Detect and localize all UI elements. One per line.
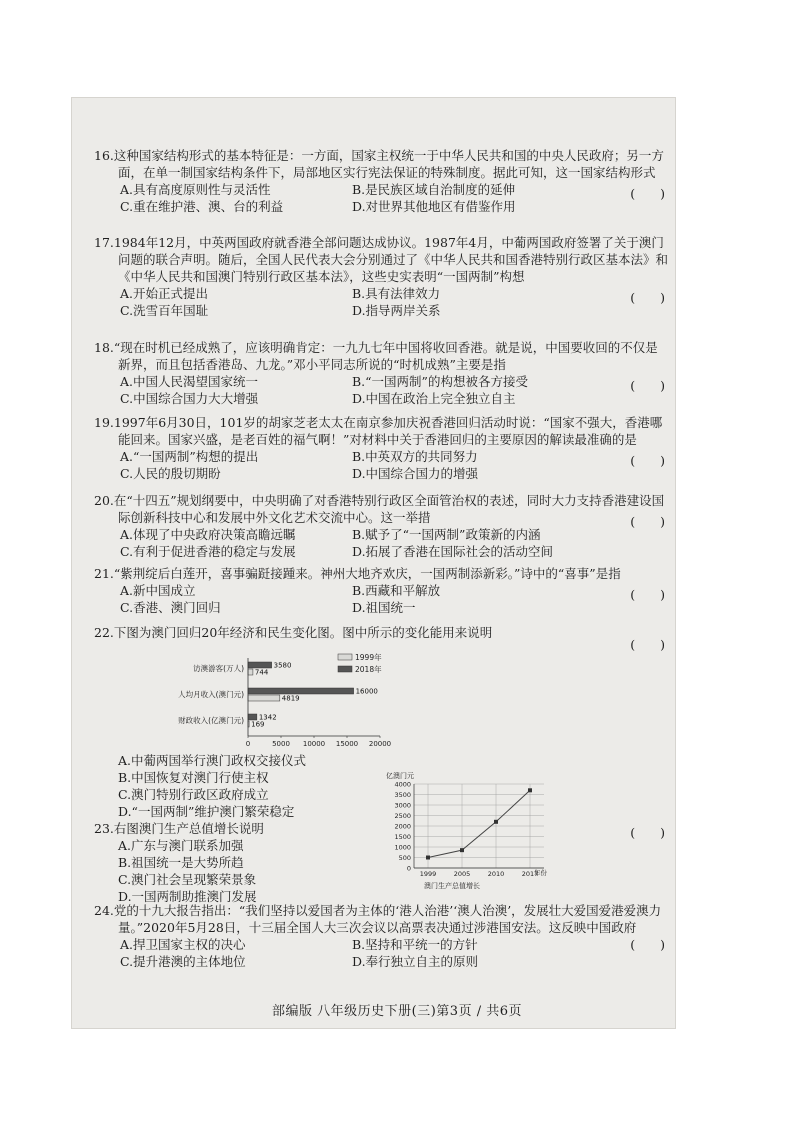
answer-bracket: ( ) — [630, 378, 665, 393]
question-21 — [94, 565, 669, 616]
x-tick-label: 20000 — [368, 740, 392, 748]
data-point — [494, 820, 498, 824]
y-tick-label: 4000 — [394, 780, 411, 789]
option-b: B.“一国两制”的构想被各方接受 — [352, 374, 528, 389]
answer-bracket: ( ) — [630, 453, 665, 468]
answer-bracket: ( ) — [630, 514, 665, 529]
answer-bracket: ( ) — [630, 825, 665, 840]
option-d: D.拓展了香港在国际社会的活动空间 — [352, 544, 554, 559]
category-label: 访澳游客(万人) — [193, 664, 244, 673]
category-label: 财政收入(亿澳门元) — [178, 716, 244, 725]
data-label: 16000 — [355, 687, 378, 696]
option-b: B.中国恢复对澳门行使主权 — [118, 770, 269, 785]
option-c: C.提升港澳的主体地位 — [120, 954, 246, 969]
question-stem: 22.下图为澳门回归20年经济和民生变化图。图中所示的变化能用来说明 — [94, 625, 493, 640]
option-a: A.体现了中央政府决策高瞻远瞩 — [120, 527, 296, 542]
y-tick-label: 2000 — [394, 822, 411, 831]
x-axis-title: 澳门生产总值增长 — [424, 882, 480, 890]
data-label: 1342 — [258, 713, 277, 722]
options — [94, 526, 669, 560]
option-a: A.中国人民渴望国家统一 — [120, 374, 259, 389]
page-footer: 部编版 八年级历史下册(三)第3页 / 共6页 — [272, 1004, 522, 1019]
category-label: 人均月收入(澳门元) — [178, 690, 244, 699]
y-tick-label: 1000 — [394, 843, 411, 852]
option-b: B.西藏和平解放 — [352, 583, 441, 598]
question-stem: 16.这种国家结构形式的基本特征是：一方面，国家主权统一于中华人民共和国的中央人民政府；另一方面，在单一制国家结构条件下，局部地区实行宪法保证的特殊制度。据此可知，这一国家结构形式 — [94, 148, 664, 180]
y-tick-label: 3000 — [394, 801, 411, 810]
bar — [248, 669, 253, 675]
option-a: A.“一国两制”构想的提出 — [120, 449, 259, 464]
y-tick-label: 500 — [398, 854, 411, 862]
option-c: C.澳门特别行政区政府成立 — [118, 787, 269, 802]
x-tick-label: 10000 — [302, 740, 326, 748]
option-c: C.有利于促进香港的稳定与发展 — [120, 544, 296, 559]
answer-bracket: ( ) — [630, 937, 665, 952]
option-d: D.中国在政治上完全独立自主 — [352, 391, 516, 406]
options — [94, 936, 669, 970]
gdp-series-line — [428, 790, 530, 857]
bar — [248, 695, 280, 701]
legend-swatch — [338, 654, 352, 660]
y-tick-label: 3500 — [394, 791, 411, 799]
option-a: A.中葡两国举行澳门政权交接仪式 — [118, 753, 307, 768]
data-label: 744 — [254, 668, 269, 677]
bar — [248, 688, 354, 694]
option-a: A.具有高度原则性与灵活性 — [120, 182, 271, 197]
macau-gdp-line-chart — [384, 770, 554, 892]
options — [94, 181, 669, 215]
question-16 — [94, 147, 669, 215]
answer-bracket: ( ) — [630, 290, 665, 305]
option-c: C.澳门社会呈现繁荣景象 — [118, 872, 257, 887]
macau-change-bar-chart — [140, 648, 400, 748]
option-c: C.洗雪百年国耻 — [120, 303, 209, 318]
y-tick-label: 1500 — [394, 833, 411, 841]
data-label: 3580 — [273, 661, 292, 670]
question-stem: 17.1984年12月，中英两国政府就香港全部问题达成协议。1987年4月，中葡两国政府签署了关于澳门问题的联合声明。随后，全国人民代表大会分别通过了《中华人民共和国香港特别行政区基本法》和《中华人民共和国澳门特别行政区基本法》，这些史实表明“一国两制”构想 — [94, 235, 669, 284]
option-d: D.祖国统一 — [352, 600, 416, 615]
option-c: C.人民的殷切期盼 — [120, 466, 221, 481]
option-d: D.中国综合国力的增强 — [352, 466, 479, 481]
y-tick-label: 2500 — [394, 812, 411, 820]
answer-bracket: ( ) — [630, 637, 665, 652]
option-b: B.中英双方的共同努力 — [352, 449, 478, 464]
option-a: A.新中国成立 — [120, 583, 196, 598]
question-19 — [94, 414, 669, 482]
bar — [248, 714, 257, 720]
option-b: B.是民族区域自治制度的延伸 — [352, 182, 516, 197]
question-stem: 24.党的十九大报告指出：“我们坚持以爱国者为主体的‘港人治港’‘澳人治澳’，发展壮大爱国爱港爱澳力量。”2020年5月28日，十三届全国人大三次会议以高票表决通过涉港国安法。这反映中国政府 — [94, 903, 662, 935]
question-stem: 20.在“十四五”规划纲要中，中央明确了对香港特别行政区全面管治权的表述，同时大力支持香港建设国际创新科技中心和发展中外文化艺术交流中心。这一举措 — [94, 493, 665, 525]
legend-label: 1999年 — [355, 653, 382, 662]
option-c: C.香港、澳门回归 — [120, 600, 221, 615]
option-c: C.重在维护港、澳、台的利益 — [120, 199, 284, 214]
y-tick-label: 0 — [406, 864, 411, 873]
x-tick-label: 2017 — [521, 870, 539, 878]
x-tick-label: 2005 — [453, 870, 471, 878]
option-b: B.坚持和平统一的方针 — [352, 937, 478, 952]
data-point — [528, 788, 532, 792]
options — [94, 582, 669, 616]
option-b: B.具有法律效力 — [352, 286, 441, 301]
option-c: C.中国综合国力大大增强 — [120, 391, 259, 406]
data-point — [460, 848, 464, 852]
y-axis-title: 亿澳门元 — [386, 772, 414, 780]
x-tick-label: 5000 — [272, 740, 290, 748]
x-tick-label: 1999 — [419, 870, 437, 878]
question-22-options — [94, 752, 669, 820]
option-b: B.赋予了“一国两制”政策新的内涵 — [352, 527, 541, 542]
question-20 — [94, 492, 669, 560]
question-18 — [94, 339, 669, 407]
options — [94, 373, 669, 407]
bar — [248, 662, 272, 668]
answer-bracket: ( ) — [630, 186, 665, 201]
data-label: 4819 — [281, 694, 300, 703]
data-point — [426, 856, 430, 860]
question-24 — [94, 902, 669, 970]
options — [94, 448, 669, 482]
legend-swatch — [338, 666, 352, 672]
question-stem: 21.“紫荆绽后白莲开，喜事骗跹接踵来。神州大地齐欢庆，一国两制添新彩。”诗中的“喜事”是指 — [94, 566, 621, 581]
option-d: D.一国两制助推澳门发展 — [118, 889, 257, 904]
answer-bracket: ( ) — [630, 587, 665, 602]
option-d: D.指导两岸关系 — [352, 303, 441, 318]
x-tick-label: 0 — [245, 740, 251, 748]
question-stem: 23.右图澳门生产总值增长说明 — [94, 821, 264, 836]
option-a: A.开始正式提出 — [120, 286, 209, 301]
option-b: B.祖国统一是大势所趋 — [118, 855, 244, 870]
options — [94, 285, 669, 319]
legend-label: 2018年 — [355, 665, 382, 674]
x-axis-unit: 年份 — [534, 869, 547, 877]
option-a: A.捍卫国家主权的决心 — [120, 937, 246, 952]
data-label: 169 — [251, 720, 265, 729]
option-d: D.奉行独立自主的原则 — [352, 954, 479, 969]
x-tick-label: 15000 — [335, 740, 359, 748]
question-stem: 18.“现在时机已经成熟了，应该明确肯定：一九九七年中国将收回香港。就是说，中国要收回的不仅是新界，而且包括香港岛、九龙。”邓小平同志所说的“时机成熟”主要是指 — [94, 340, 658, 372]
x-tick-label: 2010 — [487, 870, 505, 878]
question-17 — [94, 234, 669, 319]
option-d: D.对世界其他地区有借鉴作用 — [352, 199, 516, 214]
option-a: A.广东与澳门联系加强 — [118, 838, 244, 853]
option-d: D.“一国两制”维护澳门繁荣稳定 — [118, 804, 295, 819]
question-23 — [94, 820, 669, 905]
question-stem: 19.1997年6月30日，101岁的胡家芝老太太在南京参加庆祝香港回归活动时说：“国家不强大，香港哪能回来。国家兴盛，是老百姓的福气啊！”对材料中关于香港回归的主要原因的解读最准确的是 — [94, 415, 663, 447]
question-22 — [94, 624, 669, 652]
